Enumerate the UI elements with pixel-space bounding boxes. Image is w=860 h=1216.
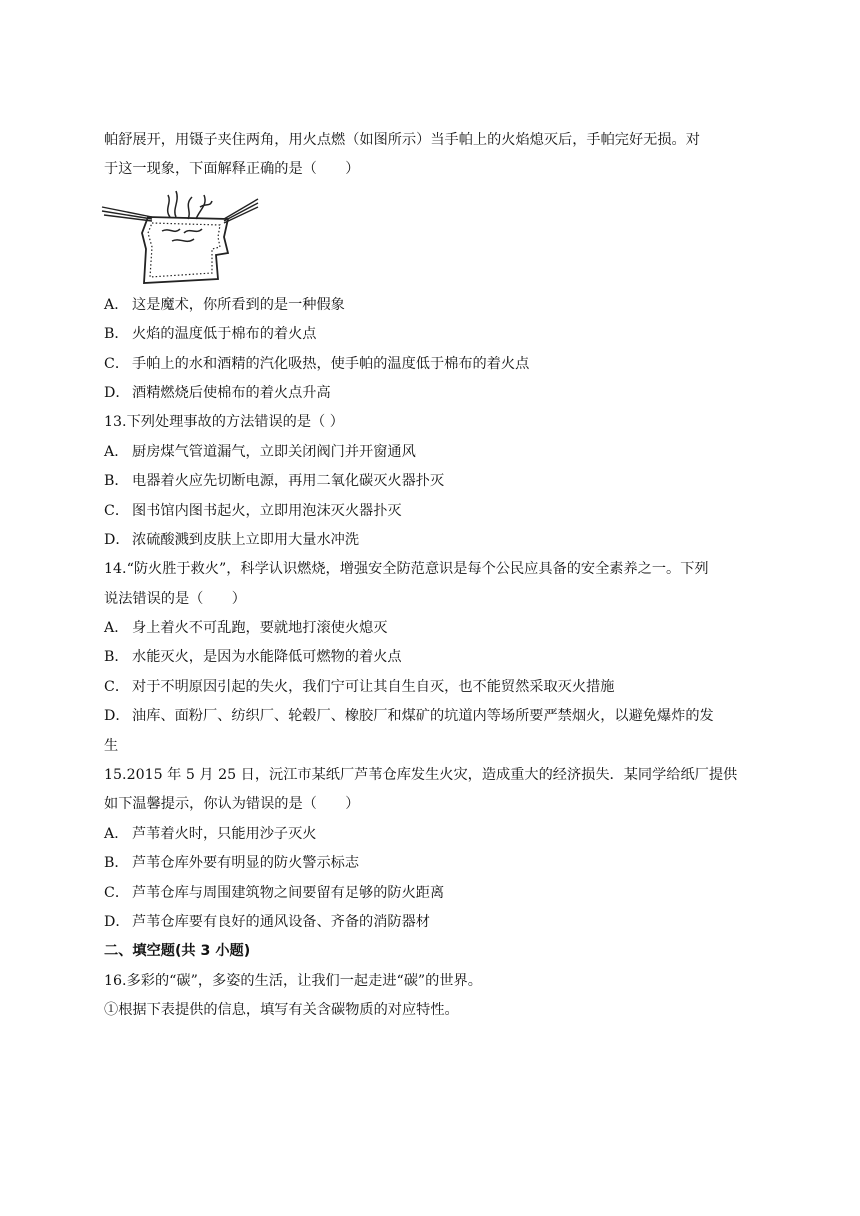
option-text: 芦苇仓库外要有明显的防火警示标志	[132, 855, 360, 872]
option-letter: D．	[104, 384, 130, 401]
option-text: 电器着火应先切断电源，再用二氧化碳灭火器扑灭	[132, 473, 445, 490]
option-b	[104, 320, 764, 349]
option-text: 芦苇着火时，只能用沙子灭火	[132, 825, 317, 842]
option-c	[104, 673, 764, 702]
option-letter: A．	[104, 443, 129, 460]
option-text: 这是魔术，你所看到的是一种假象	[132, 296, 345, 313]
option-letter: A．	[104, 620, 129, 637]
option-b	[104, 467, 764, 496]
option-b	[104, 849, 764, 878]
option-d-continuation: 生	[104, 737, 119, 754]
option-letter: C．	[104, 678, 130, 695]
question-16	[104, 967, 764, 1026]
option-letter: C．	[104, 502, 130, 519]
option-text: 身上着火不可乱跑，要就地打滚使火熄灭	[132, 620, 388, 637]
option-letter: D．	[104, 531, 130, 548]
option-letter: C．	[104, 355, 130, 372]
option-text: 芦苇仓库与周围建筑物之间要留有足够的防火距离	[132, 884, 445, 901]
question-14	[104, 555, 764, 761]
option-text: 厨房煤气管道漏气，立即关闭阀门并开窗通风	[132, 443, 416, 460]
option-text: 水能灭火，是因为水能降低可燃物的着火点	[132, 649, 402, 666]
option-a	[104, 438, 764, 467]
option-text: 图书馆内图书起火，立即用泡沫灭火器扑灭	[132, 502, 402, 519]
option-a	[104, 291, 764, 320]
option-d	[104, 379, 764, 408]
option-text: 对于不明原因引起的失火，我们宁可让其自生自灭，也不能贸然采取灭火措施	[132, 678, 615, 695]
option-letter: C．	[104, 884, 130, 901]
option-c	[104, 879, 764, 908]
option-text: 手帕上的水和酒精的汽化吸热，使手帕的温度低于棉布的着火点	[132, 355, 530, 372]
option-c	[104, 497, 764, 526]
option-a	[104, 614, 764, 643]
sub-question: ①根据下表提供的信息，填写有关含碳物质的对应特性。	[104, 1002, 459, 1019]
handkerchief-figure	[100, 187, 260, 291]
question-stem-line: 说法错误的是（ ）	[104, 590, 246, 607]
option-d	[104, 908, 764, 937]
option-letter: A．	[104, 296, 129, 313]
option-letter: B．	[104, 855, 129, 872]
option-text: 酒精燃烧后使棉布的着火点升高	[132, 384, 331, 401]
option-text: 芦苇仓库要有良好的通风设备、齐备的消防器材	[132, 913, 430, 930]
option-d	[104, 702, 764, 731]
option-text: 浓硫酸溅到皮肤上立即用大量水冲洗	[132, 531, 360, 548]
question-stem-line: 于这一现象，下面解释正确的是（ ）	[104, 161, 360, 178]
option-b	[104, 643, 764, 672]
question-stem-line: 如下温馨提示，你认为错误的是（ ）	[104, 796, 360, 813]
option-letter: D．	[104, 913, 130, 930]
option-letter: B．	[104, 326, 129, 343]
option-text: 油库、面粉厂、纺织厂、轮毂厂、橡胶厂和煤矿的坑道内等场所要严禁烟火，以避免爆炸的发	[132, 708, 714, 725]
option-c	[104, 350, 764, 379]
option-d	[104, 526, 764, 555]
question-15	[104, 761, 764, 937]
option-text: 火焰的温度低于棉布的着火点	[132, 326, 317, 343]
exam-page	[104, 126, 764, 1026]
option-letter: B．	[104, 473, 129, 490]
question-stem-line: 14.“防火胜于救火”，科学认识燃烧，增强安全防范意识是每个公民应具备的安全素养之一。下列	[104, 561, 709, 578]
question-stem: 13.下列处理事故的方法错误的是（ ）	[104, 414, 344, 431]
question-12	[104, 126, 764, 408]
burning-handkerchief-illustration	[100, 187, 260, 291]
option-letter: B．	[104, 649, 129, 666]
option-a	[104, 820, 764, 849]
question-stem-line: 帕舒展开，用镊子夹住两角，用火点燃（如图所示）当手帕上的火焰熄灭后，手帕完好无损。对	[104, 132, 700, 148]
question-stem-line: 15.2015 年 5 月 25 日，沅江市某纸厂芦苇仓库发生火灾，造成重大的经济损失．某同学给纸厂提供	[104, 767, 738, 784]
question-stem: 16.多彩的“碳”，多姿的生活，让我们一起走进“碳”的世界。	[104, 972, 482, 989]
question-13	[104, 408, 764, 555]
section-heading: 二、填空题(共 3 小题)	[104, 943, 251, 960]
option-letter: D．	[104, 708, 130, 725]
option-letter: A．	[104, 825, 129, 842]
